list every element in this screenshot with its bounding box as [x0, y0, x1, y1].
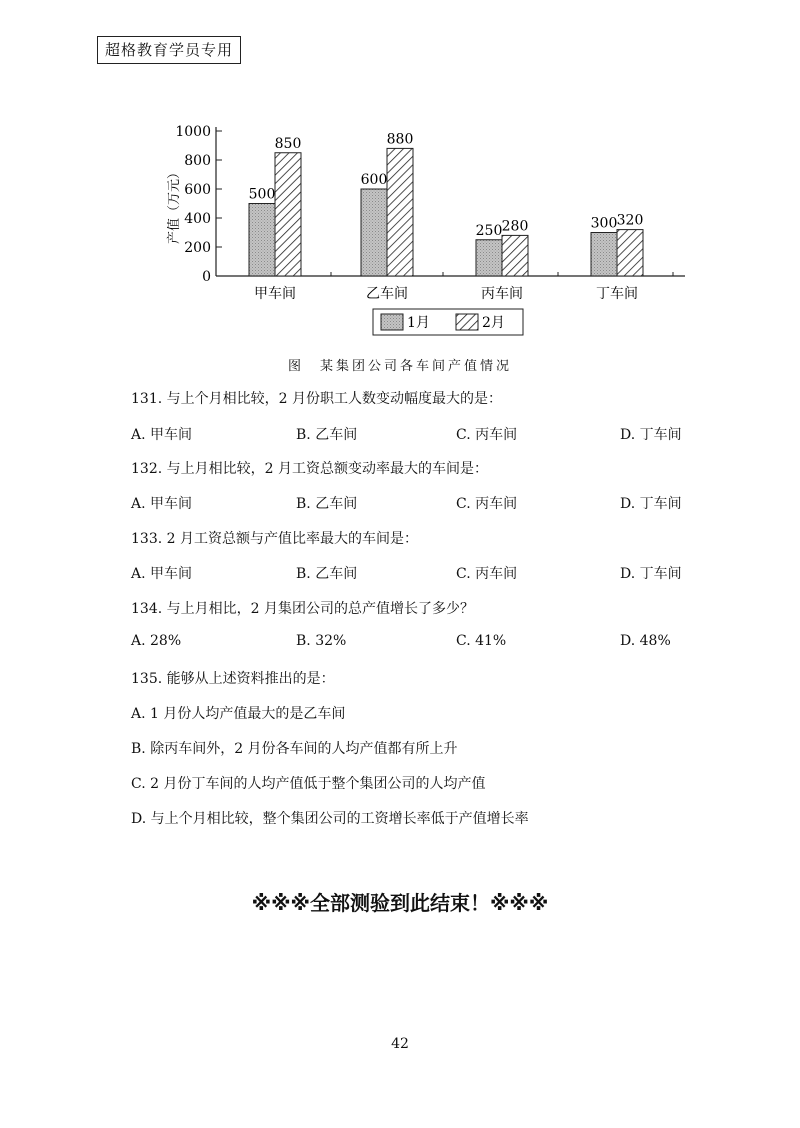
question-131-option-a: A. 甲车间 — [131, 427, 193, 443]
question-132-option-d: D. 丁车间 — [620, 496, 682, 512]
question-135-option-a: A. 1 月份人均产值最大的是乙车间 — [131, 706, 346, 722]
question-131-option-c: C. 丙车间 — [456, 427, 518, 443]
bar-jan — [476, 240, 502, 276]
bar-jan — [249, 204, 275, 277]
x-category-label: 乙车间 — [366, 286, 408, 302]
question-132-option-a: A. 甲车间 — [131, 496, 193, 512]
question-135-stem: 135. 能够从上述资料推出的是： — [131, 671, 335, 687]
question-134-stem: 134. 与上月相比，2 月集团公司的总产值增长了多少？ — [131, 601, 474, 617]
bar-feb — [502, 235, 528, 276]
legend-label-jan: 1月 — [407, 315, 430, 331]
x-category-label: 甲车间 — [254, 286, 296, 302]
legend-swatch-feb — [456, 314, 478, 330]
y-tick-label: 600 — [184, 182, 211, 198]
question-132-option-b: B. 乙车间 — [296, 496, 358, 512]
question-133-option-b: B. 乙车间 — [296, 566, 358, 582]
bar-jan — [361, 189, 387, 276]
end-of-test-notice: ※※※全部测验到此结束！※※※ — [251, 891, 549, 915]
question-135-option-d: D. 与上个月相比较，整个集团公司的工资增长率低于产值增长率 — [131, 811, 529, 827]
bar-feb — [387, 148, 413, 276]
question-135-option-b: B. 除丙车间外，2 月份各车间的人均产值都有所上升 — [131, 741, 458, 757]
bar-value-label: 250 — [475, 222, 503, 239]
question-134-option-c: C. 41% — [456, 633, 507, 649]
y-axis-label: 产值（万元） — [167, 165, 182, 245]
y-tick-label: 400 — [184, 211, 211, 227]
bar-value-label: 320 — [616, 212, 644, 229]
question-134-option-b: B. 32% — [296, 633, 347, 649]
y-tick-label: 800 — [184, 153, 211, 169]
page-number: 42 — [391, 1036, 409, 1052]
legend-label-feb: 2月 — [482, 315, 505, 331]
question-133-option-a: A. 甲车间 — [131, 566, 193, 582]
header-stamp: 超格教育学员专用 — [97, 36, 241, 64]
question-131-option-b: B. 乙车间 — [296, 427, 358, 443]
question-135-option-c: C. 2 月份丁车间的人均产值低于整个集团公司的人均产值 — [131, 776, 486, 792]
bar-feb — [617, 230, 643, 276]
y-tick-label: 1000 — [175, 124, 211, 140]
question-134-option-d: D. 48% — [620, 633, 671, 649]
question-133-stem: 133. 2 月工资总额与产值比率最大的车间是： — [131, 531, 418, 547]
question-134-option-a: A. 28% — [131, 633, 182, 649]
y-tick-label: 200 — [184, 240, 211, 256]
question-131-stem: 131. 与上个月相比较，2 月份职工人数变动幅度最大的是： — [131, 391, 502, 407]
y-tick-label: 0 — [202, 269, 211, 285]
bar-value-label: 600 — [360, 172, 388, 188]
bar-value-label: 850 — [274, 135, 302, 152]
x-category-label: 丙车间 — [481, 286, 523, 302]
question-132-stem: 132. 与上月相比较，2 月工资总额变动率最大的车间是： — [131, 461, 488, 477]
bar-value-label: 280 — [501, 218, 529, 235]
bar-value-label: 880 — [386, 131, 414, 148]
question-131-option-d: D. 丁车间 — [620, 427, 682, 443]
question-132-option-c: C. 丙车间 — [456, 496, 518, 512]
question-133-option-d: D. 丁车间 — [620, 566, 682, 582]
chart-caption: 图 某集团公司各车间产值情况 — [287, 359, 512, 374]
bar-chart — [0, 0, 800, 350]
bar-jan — [591, 233, 617, 277]
bar-feb — [275, 153, 301, 276]
question-133-option-c: C. 丙车间 — [456, 566, 518, 582]
legend-swatch-jan — [381, 314, 403, 330]
x-category-label: 丁车间 — [596, 286, 638, 302]
bar-value-label: 500 — [248, 186, 276, 203]
bar-value-label: 300 — [590, 215, 618, 232]
